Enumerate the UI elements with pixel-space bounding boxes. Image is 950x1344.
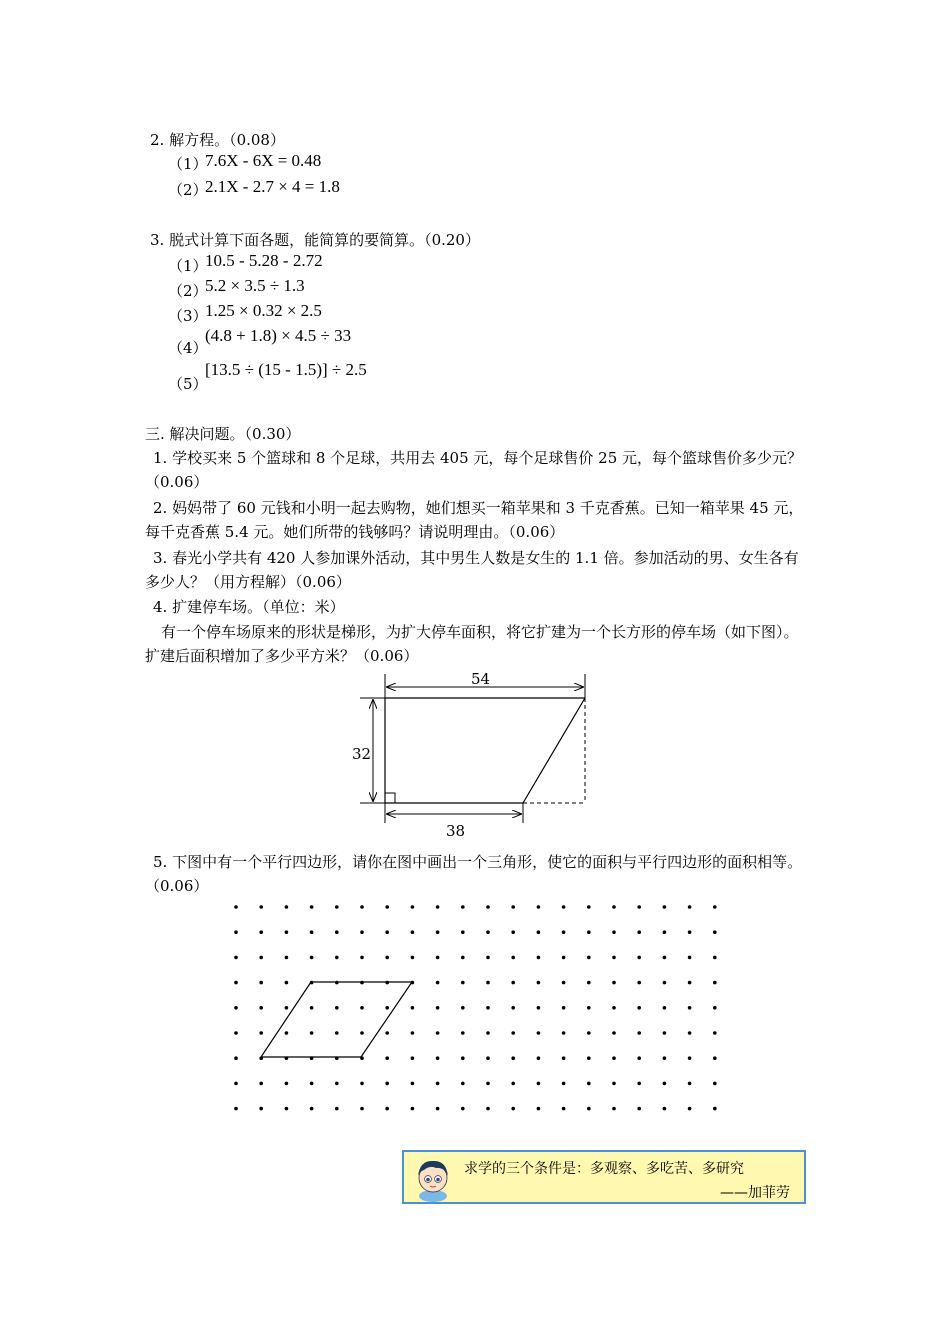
grid-dot[interactable] [511, 1056, 515, 1060]
grid-dot[interactable] [259, 930, 263, 934]
grid-dot[interactable] [511, 905, 515, 909]
banner-quote: 求学的三个条件是：多观察、多吃苦、多研究 [464, 1161, 744, 1177]
dimension-label-bottom: 38 [446, 822, 466, 840]
grid-dot[interactable] [688, 956, 692, 960]
grid-dot[interactable] [562, 930, 566, 934]
grid-dot[interactable] [713, 1107, 717, 1111]
grid-dot[interactable] [713, 956, 717, 960]
grid-dot[interactable] [234, 1031, 238, 1035]
grid-dot[interactable] [612, 981, 616, 985]
calc-3-number: （3） [168, 307, 208, 325]
grid-dot[interactable] [360, 1082, 364, 1086]
grid-dot[interactable] [385, 1006, 389, 1010]
grid-dot[interactable] [612, 956, 616, 960]
grid-dot[interactable] [587, 981, 591, 985]
grid-dot[interactable] [537, 1056, 541, 1060]
grid-dot[interactable] [360, 1006, 364, 1010]
grid-dot[interactable] [310, 905, 314, 909]
grid-dot[interactable] [234, 905, 238, 909]
grid-dot[interactable] [310, 1107, 314, 1111]
calc-1: 10.5 - 5.28 - 2.72 [205, 251, 323, 270]
grid-dot[interactable] [587, 956, 591, 960]
grid-dot[interactable] [360, 956, 364, 960]
grid-dot[interactable] [562, 905, 566, 909]
grid-dot[interactable] [234, 1006, 238, 1010]
grid-dot[interactable] [411, 981, 415, 985]
grid-dot[interactable] [688, 1056, 692, 1060]
grid-dot[interactable] [713, 981, 717, 985]
grid-dot[interactable] [310, 930, 314, 934]
grid-dot[interactable] [612, 1107, 616, 1111]
grid-dot[interactable] [310, 1056, 314, 1060]
grid-dot[interactable] [411, 930, 415, 934]
grid-dot[interactable] [663, 956, 667, 960]
grid-dot[interactable] [461, 981, 465, 985]
grid-dot[interactable] [385, 1107, 389, 1111]
grid-dot[interactable] [234, 930, 238, 934]
grid-dot[interactable] [637, 1006, 641, 1010]
grid-dot[interactable] [511, 956, 515, 960]
grid-dot[interactable] [486, 905, 490, 909]
grid-dot[interactable] [310, 1006, 314, 1010]
grid-dot[interactable] [637, 981, 641, 985]
grid-dot[interactable] [511, 981, 515, 985]
grid-dot[interactable] [587, 1006, 591, 1010]
calc-4-number: （4） [168, 339, 208, 357]
grid-dot[interactable] [335, 1006, 339, 1010]
grid-dot[interactable] [511, 1082, 515, 1086]
grid-dot[interactable] [335, 1082, 339, 1086]
grid-dot[interactable] [537, 905, 541, 909]
calc-5: [13.5 ÷ (15 - 1.5)] ÷ 2.5 [205, 360, 367, 379]
grid-dot[interactable] [713, 1031, 717, 1035]
grid-dot[interactable] [612, 930, 616, 934]
grid-dot[interactable] [259, 1082, 263, 1086]
grid-dot[interactable] [234, 1056, 238, 1060]
grid-dot[interactable] [461, 1082, 465, 1086]
question-5: 5. 下图中有一个平行四边形，请你在图中画出一个三角形，使它的面积与平行四边形的面积相等。（0.06） [145, 853, 803, 895]
grid-dot[interactable] [562, 1082, 566, 1086]
grid-dot[interactable] [587, 1056, 591, 1060]
section3-title: 3. 脱式计算下面各题，能简算的要简算。（0.20） [150, 231, 480, 249]
grid-dot[interactable] [537, 981, 541, 985]
grid-dot[interactable] [436, 930, 440, 934]
grid-dot[interactable] [461, 1006, 465, 1010]
grid-dot[interactable] [234, 981, 238, 985]
grid-dot[interactable] [562, 981, 566, 985]
grid-dot[interactable] [637, 956, 641, 960]
grid-dot[interactable] [688, 981, 692, 985]
grid-dot[interactable] [461, 1056, 465, 1060]
part3-title: 三. 解决问题。（0.30） [145, 425, 301, 443]
grid-dot[interactable] [411, 1056, 415, 1060]
grid-dot[interactable] [537, 956, 541, 960]
grid-dot[interactable] [234, 956, 238, 960]
grid-dot[interactable] [663, 1031, 667, 1035]
grid-dot[interactable] [461, 930, 465, 934]
grid-dot[interactable] [259, 1006, 263, 1010]
equation-1: 7.6X - 6X = 0.48 [205, 151, 322, 170]
grid-dot[interactable] [385, 1031, 389, 1035]
grid-dot[interactable] [385, 930, 389, 934]
calc-2: 5.2 × 3.5 ÷ 1.3 [205, 276, 305, 295]
grid-dot[interactable] [486, 930, 490, 934]
grid-dot[interactable] [385, 956, 389, 960]
grid-dot[interactable] [259, 1056, 263, 1060]
grid-dot[interactable] [562, 1056, 566, 1060]
grid-dot[interactable] [411, 1031, 415, 1035]
grid-dot[interactable] [234, 1082, 238, 1086]
grid-dot[interactable] [612, 1031, 616, 1035]
question-3: 3. 春光小学共有 420 人参加课外活动，其中男生人数是女生的 1.1 倍。参加活动的男、女生各有多少人？（用方程解）（0.06） [145, 549, 799, 591]
grid-dot[interactable] [612, 1056, 616, 1060]
grid-dot[interactable] [335, 981, 339, 985]
grid-dot[interactable] [637, 1082, 641, 1086]
question-4-text: 有一个停车场原来的形状是梯形，为扩大停车面积，将它扩建为一个长方形的停车场（如下图）。扩建后面积增加了多少平方米？（0.06） [145, 623, 799, 665]
grid-dot[interactable] [511, 930, 515, 934]
dimension-label-left: 32 [352, 745, 372, 763]
grid-dot[interactable] [259, 1031, 263, 1035]
grid-dot[interactable] [587, 1082, 591, 1086]
grid-dot[interactable] [637, 1107, 641, 1111]
grid-dot[interactable] [310, 1082, 314, 1086]
grid-dot[interactable] [360, 981, 364, 985]
grid-dot[interactable] [436, 1082, 440, 1086]
grid-dot[interactable] [360, 905, 364, 909]
grid-dot[interactable] [285, 981, 289, 985]
calc-1-number: （1） [168, 257, 208, 275]
grid-dot[interactable] [486, 1107, 490, 1111]
grid-dot[interactable] [511, 1107, 515, 1111]
grid-dot[interactable] [663, 1056, 667, 1060]
grid-dot[interactable] [688, 1107, 692, 1111]
grid-dot[interactable] [663, 981, 667, 985]
grid-dot[interactable] [461, 956, 465, 960]
grid-dot[interactable] [562, 1006, 566, 1010]
grid-dot[interactable] [335, 930, 339, 934]
grid-dot[interactable] [587, 930, 591, 934]
calc-4: (4.8 + 1.8) × 4.5 ÷ 33 [205, 326, 352, 345]
grid-dot[interactable] [637, 1056, 641, 1060]
grid-dot[interactable] [688, 1006, 692, 1010]
grid-dot[interactable] [688, 930, 692, 934]
grid-dot[interactable] [537, 1082, 541, 1086]
grid-dot[interactable] [385, 905, 389, 909]
grid-dot[interactable] [411, 956, 415, 960]
grid-dot[interactable] [612, 1082, 616, 1086]
grid-dot[interactable] [637, 905, 641, 909]
grid-dot[interactable] [537, 1006, 541, 1010]
section2-title: 2. 解方程。（0.08） [150, 131, 285, 149]
grid-dot[interactable] [511, 1006, 515, 1010]
grid-dot[interactable] [587, 1031, 591, 1035]
grid-dot[interactable] [385, 981, 389, 985]
grid-dot[interactable] [285, 930, 289, 934]
grid-dot[interactable] [461, 905, 465, 909]
grid-dot[interactable] [511, 1031, 515, 1035]
grid-dot[interactable] [335, 1056, 339, 1060]
grid-dot[interactable] [310, 956, 314, 960]
grid-dot[interactable] [486, 1006, 490, 1010]
grid-dot[interactable] [436, 905, 440, 909]
grid-dot[interactable] [663, 1107, 667, 1111]
equation-2-number: （2） [168, 181, 208, 199]
grid-dot[interactable] [663, 1006, 667, 1010]
calc-5-number: （5） [168, 375, 208, 393]
quote-banner [402, 1150, 806, 1204]
grid-dot[interactable] [259, 1107, 263, 1111]
grid-dot[interactable] [461, 1107, 465, 1111]
grid-dot[interactable] [713, 930, 717, 934]
grid-dot[interactable] [385, 1082, 389, 1086]
grid-dot[interactable] [436, 1031, 440, 1035]
grid-dot[interactable] [259, 905, 263, 909]
grid-dot[interactable] [285, 1006, 289, 1010]
grid-dot[interactable] [436, 981, 440, 985]
grid-dot[interactable] [259, 956, 263, 960]
grid-dot[interactable] [285, 1056, 289, 1060]
grid-dot[interactable] [637, 1031, 641, 1035]
grid-dot[interactable] [335, 905, 339, 909]
calc-2-number: （2） [168, 282, 208, 300]
parallelogram [261, 982, 412, 1057]
grid-dot[interactable] [411, 1082, 415, 1086]
grid-dot[interactable] [335, 956, 339, 960]
grid-dot[interactable] [436, 1006, 440, 1010]
grid-dot[interactable] [360, 1031, 364, 1035]
grid-dot[interactable] [310, 1031, 314, 1035]
grid-dot[interactable] [537, 1031, 541, 1035]
grid-dot[interactable] [436, 1056, 440, 1060]
equation-1-number: （1） [168, 155, 208, 173]
grid-dot[interactable] [486, 981, 490, 985]
grid-dot[interactable] [587, 1107, 591, 1111]
grid-dot[interactable] [411, 1006, 415, 1010]
grid-dot[interactable] [310, 981, 314, 985]
question-4-title: 4. 扩建停车场。（单位：米） [153, 598, 345, 616]
grid-dot[interactable] [436, 1107, 440, 1111]
grid-dot[interactable] [285, 956, 289, 960]
grid-dot[interactable] [285, 1107, 289, 1111]
grid-dot[interactable] [285, 1082, 289, 1086]
grid-dot[interactable] [688, 1082, 692, 1086]
grid-dot[interactable] [335, 1031, 339, 1035]
grid-dot[interactable] [537, 930, 541, 934]
grid-dot[interactable] [562, 956, 566, 960]
grid-dot[interactable] [360, 930, 364, 934]
grid-dot[interactable] [360, 1107, 364, 1111]
grid-dot[interactable] [411, 905, 415, 909]
grid-dot[interactable] [688, 1031, 692, 1035]
grid-dot[interactable] [285, 1031, 289, 1035]
grid-dot[interactable] [713, 1006, 717, 1010]
question-1: 1. 学校买来 5 个篮球和 8 个足球，共用去 405 元，每个足球售价 25 元，每个篮球售价多少元？（0.06） [145, 449, 803, 491]
banner-author: ——加菲劳 [720, 1185, 790, 1201]
grid-dot[interactable] [486, 1031, 490, 1035]
grid-dot[interactable] [486, 1082, 490, 1086]
grid-dot[interactable] [663, 930, 667, 934]
grid-dot[interactable] [587, 905, 591, 909]
grid-dot[interactable] [486, 1056, 490, 1060]
grid-dot[interactable] [688, 905, 692, 909]
grid-dot[interactable] [411, 1107, 415, 1111]
grid-dot[interactable] [385, 1056, 389, 1060]
calc-3: 1.25 × 0.32 × 2.5 [205, 301, 322, 320]
question-2: 2. 妈妈带了 60 元钱和小明一起去购物，她们想买一箱苹果和 3 千克香蕉。已知一箱苹果 45 元，每千克香蕉 5.4 元。她们所带的钱够吗？请说明理由。（0.06） [145, 499, 804, 541]
grid-dot[interactable] [663, 1082, 667, 1086]
grid-dot[interactable] [234, 1107, 238, 1111]
equation-2: 2.1X - 2.7 × 4 = 1.8 [205, 177, 340, 196]
grid-dot[interactable] [713, 905, 717, 909]
grid-dot[interactable] [612, 905, 616, 909]
grid-dot[interactable] [360, 1056, 364, 1060]
grid-dot[interactable] [612, 1006, 616, 1010]
grid-dot[interactable] [713, 1056, 717, 1060]
grid-dot[interactable] [259, 981, 263, 985]
grid-dot[interactable] [461, 1031, 465, 1035]
grid-dot[interactable] [436, 956, 440, 960]
grid-dot[interactable] [562, 1031, 566, 1035]
grid-dot[interactable] [285, 905, 289, 909]
grid-dot[interactable] [713, 1082, 717, 1086]
grid-dot[interactable] [335, 1107, 339, 1111]
cartoon-boy-icon [408, 1152, 458, 1202]
grid-dot[interactable] [562, 1107, 566, 1111]
grid-dot[interactable] [663, 905, 667, 909]
grid-dot[interactable] [537, 1107, 541, 1111]
grid-dot[interactable] [486, 956, 490, 960]
dimension-label-top: 54 [471, 670, 491, 688]
grid-dot[interactable] [637, 930, 641, 934]
